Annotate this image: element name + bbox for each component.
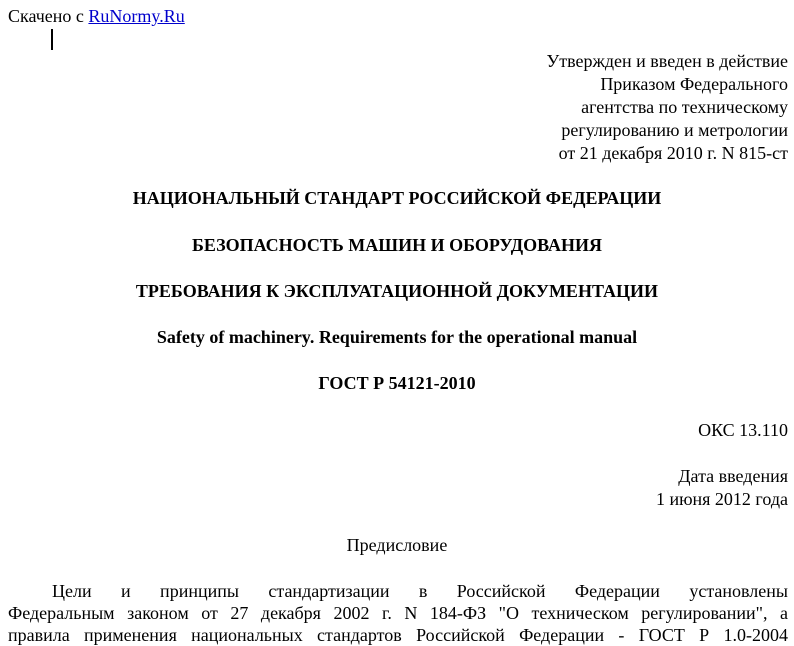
oks-code: ОКС 13.110: [698, 420, 788, 440]
text-cursor: [51, 29, 53, 50]
approval-line: агентства по техническому: [581, 97, 788, 117]
preface-paragraph: [8, 580, 788, 646]
approval-line: регулированию и метрологии: [561, 120, 788, 140]
paragraph-line: Федеральным законом от 27 декабря 2002 г. N 184-ФЗ "О техническом регулировании", а: [8, 603, 788, 623]
requirements-title: ТРЕБОВАНИЯ К ЭКСПЛУАТАЦИОННОЙ ДОКУМЕНТАЦИИ: [135, 281, 659, 301]
approval-line: Утвержден и введен в действие: [546, 51, 788, 71]
gost-number: ГОСТ Р 54121-2010: [318, 373, 476, 393]
source-link[interactable]: RuNormy.Ru: [88, 6, 185, 26]
approval-line: Приказом Федерального: [600, 74, 788, 94]
paragraph-line: Цели и принципы стандартизации в Российской Федерации установлены: [52, 581, 788, 601]
intro-date-block: [488, 465, 788, 511]
approval-block: [368, 50, 788, 165]
paragraph-line: правила применения национальных стандартов Российской Федерации - ГОСТ Р 1.0-2004: [8, 625, 788, 645]
source-line: [8, 5, 185, 28]
intro-date-label: Дата введения: [678, 466, 788, 486]
approval-line: от 21 декабря 2010 г. N 815-ст: [558, 143, 788, 163]
national-standard-title: НАЦИОНАЛЬНЫЙ СТАНДАРТ РОССИЙСКОЙ ФЕДЕРАЦИИ: [132, 188, 662, 208]
intro-date-value: 1 июня 2012 года: [655, 489, 788, 509]
preface-heading: Предисловие: [346, 535, 448, 555]
source-prefix: Скачено с: [8, 6, 89, 26]
english-title: Safety of machinery. Requirements for the operational manual: [156, 327, 638, 347]
subject-title: БЕЗОПАСНОСТЬ МАШИН И ОБОРУДОВАНИЯ: [191, 235, 603, 255]
